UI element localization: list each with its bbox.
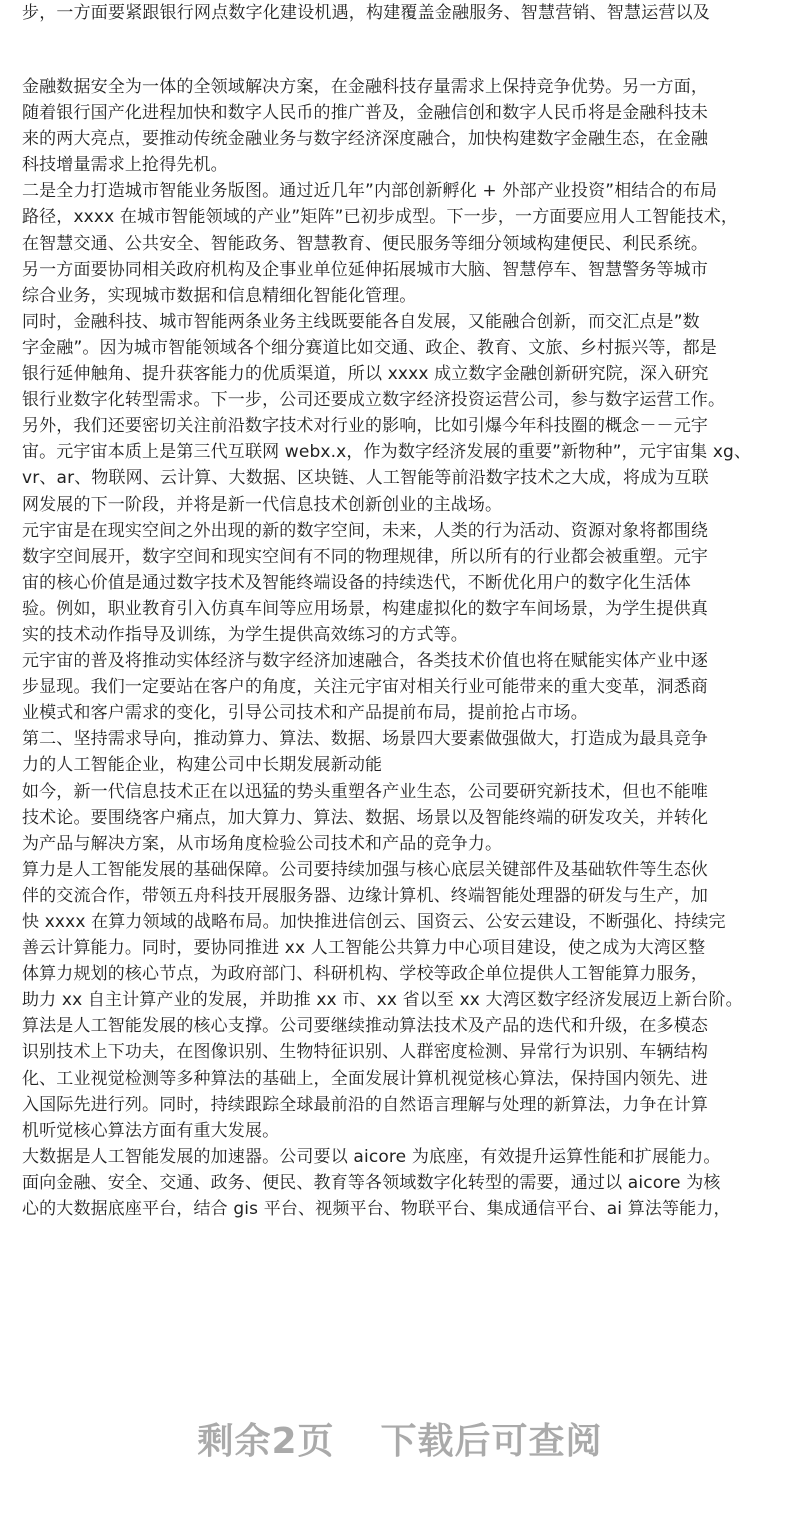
text-line: 网发展的下一阶段，并将是新一代信息技术创新创业的主战场。 [22,494,503,515]
text-line: 同时，金融科技、城市智能两条业务主线既要能各自发展，又能融合创新，而交汇点是”数 [22,311,700,332]
download-prompt-banner[interactable] [0,1408,800,1468]
text-line: 化、工业视觉检测等多种算法的基础上，全面发展计算机视觉核心算法，保持国内领先、进 [22,1068,708,1089]
text-line: 验。例如，职业教育引入仿真车间等应用场景，构建虚拟化的数字车间场景，为学生提供真 [22,598,708,619]
document-top-line: 步，一方面要紧跟银行网点数字化建设机遇，构建覆盖金融服务、智慧营销、智慧运营以及 [22,3,710,23]
paragraph [22,74,784,178]
text-line: 宙。元宇宙本质上是第三代互联网 webx.x，作为数字经济发展的重要”新物种”，元宇宙集 xg、 [22,442,752,463]
remaining-pages-label: 剩余2页 [197,1420,335,1462]
paragraph [22,1144,784,1222]
paragraph [22,309,784,413]
paragraph [22,726,784,778]
text-line: 第二、坚持需求导向，推动算力、算法、数据、场景四大要素做强做大，打造成为最具竞争 [22,729,708,750]
paragraph [22,779,784,857]
text-line: 二是全力打造城市智能业务版图。通过近几年”内部创新孵化 + 外部产业投资”相结合的布局 [22,181,718,202]
text-line: 元宇宙的普及将推动实体经济与数字经济加速融合，各类技术价值也将在赋能实体产业中逐 [22,651,708,672]
text-line: 随着银行国产化进程加快和数字人民币的推广普及，金融信创和数字人民币将是金融科技未 [22,103,708,124]
text-line: 金融数据安全为一体的全领域解决方案，在金融科技存量需求上保持竞争优势。另一方面， [22,77,708,97]
text-line: 在智慧交通、公共安全、智能政务、智慧教育、便民服务等细分领域构建便民、利民系统。 [22,233,708,254]
text-line: 字金融”。因为城市智能领域各个细分赛道比如交通、政企、教育、文旅、乡村振兴等，都是 [22,337,717,358]
text-line: 为产品与解决方案，从市场角度检验公司技术和产品的竞争力。 [22,833,503,854]
text-line: 体算力规划的核心节点，为政府部门、科研机构、学校等政企单位提供人工智能算力服务， [22,964,708,985]
text-line: 如今，新一代信息技术正在以迅猛的势头重塑各产业生态，公司要研究新技术，但也不能唯 [22,781,708,802]
text-line: 快 xxxx 在算力领域的战略布局。加快推进信创云、国资云、公安云建设，不断强化、持续完 [22,912,726,932]
paragraph [22,178,784,308]
text-line: 银行延伸触角、提升获客能力的优质渠道，所以 xxxx 成立数字金融创新研究院，深入研究 [22,364,709,385]
text-line: 伴的交流合作，带领五舟科技开展服务器、边缘计算机、终端智能处理器的研发与生产，加 [22,885,708,906]
download-to-view-label[interactable]: 下载后可查阅 [380,1420,603,1462]
text-line: vr、ar、物联网、云计算、大数据、区块链、人工智能等前沿数字技术之大成，将成为互联 [22,468,709,489]
paragraph [22,413,784,517]
text-line: 机听觉核心算法方面有重大发展。 [22,1120,280,1141]
text-line: 数字空间展开，数字空间和现实空间有不同的物理规律，所以所有的行业都会被重塑。元宇 [22,546,708,567]
paragraph [22,518,784,648]
text-line: 来的两大亮点，要推动传统金融业务与数字经济深度融合，加快构建数字金融生态，在金融 [22,129,708,150]
text-line: 心的大数据底座平台，结合 gis 平台、视频平台、物联平台、集成通信平台、ai 算法等能力， [22,1199,731,1220]
paragraph [22,648,784,726]
text-line: 科技增量需求上抢得先机。 [22,155,228,176]
text-line: 入国际先进行列。同时，持续跟踪全球最前沿的自然语言理解与处理的新算法，力争在计算 [22,1094,708,1115]
text-line: 元宇宙是在现实空间之外出现的新的数字空间，未来，人类的行为活动、资源对象将都围绕 [22,520,708,541]
text-line: 另外，我们还要密切关注前沿数字技术对行业的影响，比如引爆今年科技圈的概念－－元宇 [22,416,708,437]
text-line: 步显现。我们一定要站在客户的角度，关注元宇宙对相关行业可能带来的重大变革，洞悉商 [22,677,708,698]
paragraph [22,857,784,1014]
text-line: 综合业务，实现城市数据和信息精细化智能化管理。 [22,285,417,306]
text-line: 大数据是人工智能发展的加速器。公司要以 aicore 为底座，有效提升运算性能和扩展能力。 [22,1146,721,1167]
text-line: 善云计算能力。同时，要协同推进 xx 人工智能公共算力中心项目建设，使之成为大湾区整 [22,938,706,959]
text-line: 路径，xxxx 在城市智能领域的产业”矩阵”已初步成型。下一步，一方面要应用人工智能技术， [22,207,739,228]
text-line: 面向金融、安全、交通、政务、便民、教育等各领域数字化转型的需要，通过以 aicore 为核 [22,1172,721,1193]
text-line: 宙的核心价值是通过数字技术及智能终端设备的持续迭代，不断优化用户的数字化生活体 [22,572,691,593]
document-body [22,74,784,1222]
text-line: 算法是人工智能发展的核心支撑。公司要继续推动算法技术及产品的迭代和升级，在多模态 [22,1016,708,1037]
text-line: 算力是人工智能发展的基础保障。公司要持续加强与核心底层关键部件及基础软件等生态伙 [22,859,708,880]
text-line: 技术论。要围绕客户痛点，加大算力、算法、数据、场景以及智能终端的研发攻关，并转化 [22,807,708,828]
text-line: 另一方面要协同相关政府机构及企事业单位延伸拓展城市大脑、智慧停车、智慧警务等城市 [22,259,708,280]
text-line: 业模式和客户需求的变化，引导公司技术和产品提前布局，提前抢占市场。 [22,703,588,724]
text-line: 力的人工智能企业，构建公司中长期发展新动能 [22,755,383,776]
text-line: 实的技术动作指导及训练，为学生提供高效练习的方式等。 [22,624,468,645]
paragraph [22,1013,784,1143]
text-line: 银行业数字化转型需求。下一步，公司还要成立数字经济投资运营公司，参与数字运营工作。 [22,390,726,411]
text-line: 识别技术上下功夫，在图像识别、生物特征识别、人群密度检测、异常行为识别、车辆结构 [22,1042,708,1063]
text-line: 助力 xx 自主计算产业的发展，并助推 xx 市、xx 省以至 xx 大湾区数字经济发展迈上新台阶。 [22,990,743,1011]
